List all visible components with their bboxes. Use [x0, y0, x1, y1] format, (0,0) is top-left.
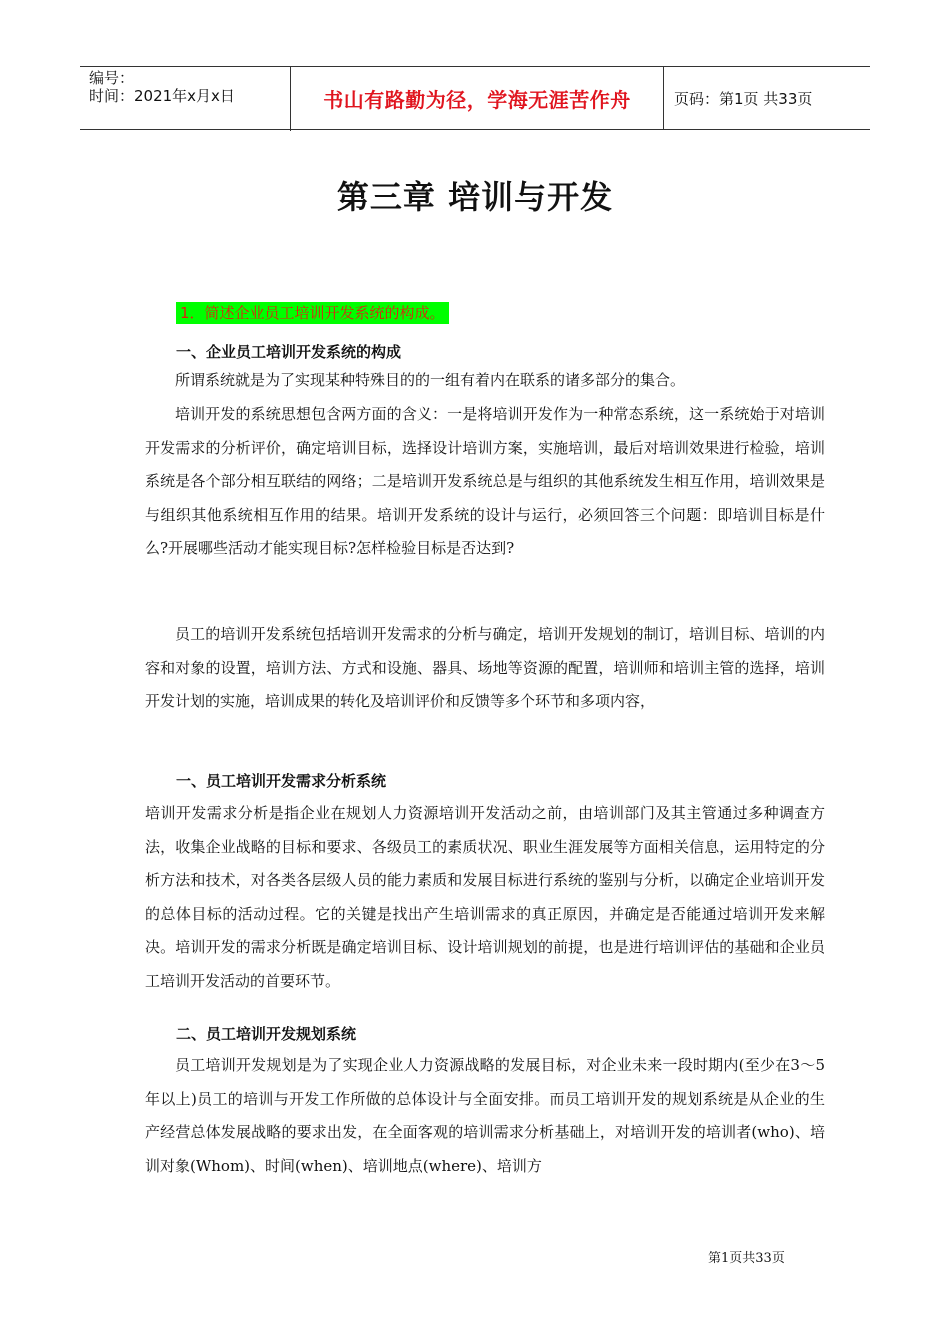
header-meta-cell: [80, 67, 291, 131]
page-label: 页码：第1页 共33页: [674, 89, 813, 108]
question-highlight: 1．简述企业员工培训开发系统的构成。: [176, 302, 449, 324]
paragraph-1: 所谓系统就是为了实现某种特殊目的的一组有着内在联系的诸多部分的集合。: [175, 371, 686, 389]
section-heading-3: 二、员工培训开发规划系统: [176, 1025, 357, 1043]
header-page-cell: [664, 67, 870, 129]
motto-text: 书山有路勤为径，学海无涯苦作舟: [323, 87, 631, 112]
time-label: 时间：2021年x月x日: [89, 87, 235, 105]
header-motto-cell: [291, 67, 664, 129]
section-heading-1: 一、企业员工培训开发系统的构成: [176, 343, 402, 361]
paragraph-2: 培训开发的系统思想包含两方面的含义：一是将培训开发作为一种常态系统，这一系统始于对培训开发需求的分析评价，确定培训目标，选择设计培训方案，实施培训，最后对培训效果进行检验，培训系统是各个部分相互联结的网络；二是培训开发系统总是与组织的其他系统发生相互作用，培训效果是与组织其他系统相互作用的结果。培训开发系统的设计与运行，必须回答三个问题：即培训目标是什么?开展哪些活动才能实现目标?怎样检验目标是否达到?: [145, 405, 825, 557]
chapter-title: 第三章 培训与开发: [336, 178, 614, 216]
header-table: [80, 66, 870, 130]
page-footer: 第1页共33页: [708, 1251, 785, 1266]
paragraph-5: 员工培训开发规划是为了实现企业人力资源战略的发展目标，对企业未来一段时期内(至少在3～5年以上)员工的培训与开发工作所做的总体设计与全面安排。而员工培训开发的规划系统是从企业的生产经营总体发展战略的要求出发，在全面客观的培训需求分析基础上，对培训开发的培训者(who)、培训对象(Whom)、时间(when)、培训地点(where)、培训方: [145, 1056, 825, 1175]
serial-label: 编号：: [89, 69, 135, 87]
section-heading-2: 一、员工培训开发需求分析系统: [176, 772, 387, 790]
paragraph-3: 员工的培训开发系统包括培训开发需求的分析与确定，培训开发规划的制订，培训目标、培训的内容和对象的设置，培训方法、方式和设施、器具、场地等资源的配置，培训师和培训主管的选择，培训开发计划的实施，培训成果的转化及培训评价和反馈等多个环节和多项内容，: [145, 625, 825, 710]
paragraph-4: 培训开发需求分析是指企业在规划人力资源培训开发活动之前，由培训部门及其主管通过多种调查方法，收集企业战略的目标和要求、各级员工的素质状况、职业生涯发展等方面相关信息，运用特定的分析方法和技术，对各类各层级人员的能力素质和发展目标进行系统的鉴别与分析，以确定企业培训开发的总体目标的活动过程。它的关键是找出产生培训需求的真正原因，并确定是否能通过培训开发来解决。培训开发的需求分析既是确定培训目标、设计培训规划的前提，也是进行培训评估的基础和企业员工培训开发活动的首要环节。: [145, 804, 825, 990]
